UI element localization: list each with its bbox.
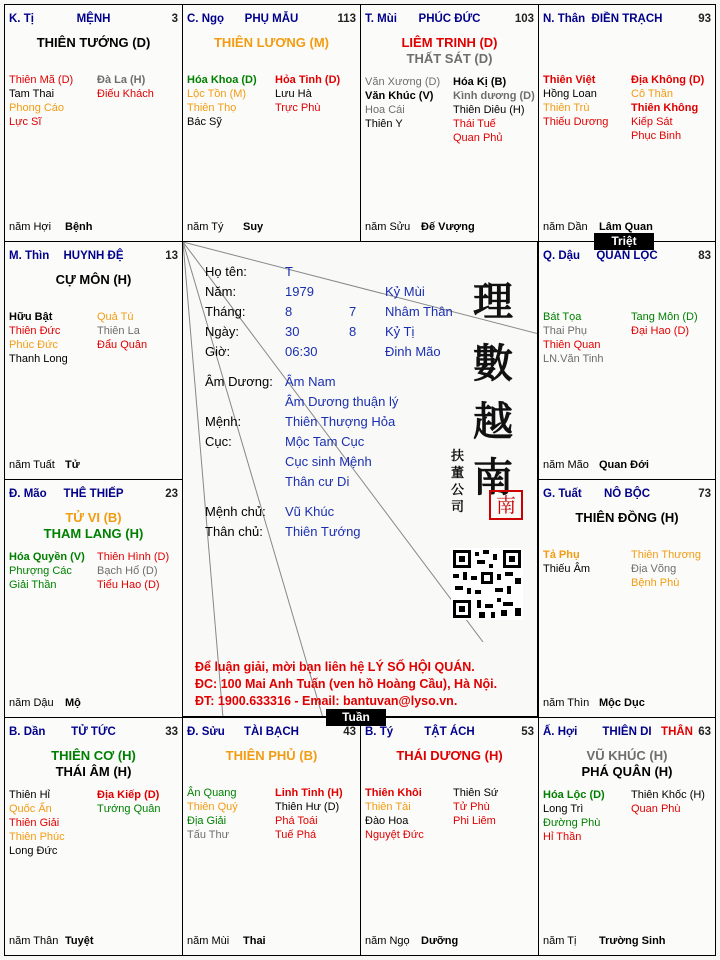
logo-subtitle: 扶 董 公 司 [451, 449, 465, 515]
palace-ti [4, 4, 183, 242]
minor-star: Thiên Trù [543, 102, 590, 114]
red-seal: 南 [489, 490, 523, 520]
palace-phase: Quan Đới [599, 459, 649, 471]
thang-label: Tháng: [205, 304, 246, 319]
minor-star: Thiên Không [631, 102, 699, 114]
major-stars [183, 748, 360, 764]
minor-star: Thiên Hình (D) [97, 551, 170, 563]
minor-star: Tướng Quân [97, 803, 161, 815]
minor-star: Hoa Cái [365, 104, 405, 116]
minor-star: Bác Sỹ [187, 116, 222, 128]
minor-star: Đà La (H) [97, 74, 146, 86]
ho-ten-label: Họ tên: [205, 264, 247, 279]
minor-star: Điếu Khách [97, 88, 154, 100]
palace-year: năm Dậu [9, 697, 54, 709]
palace-phase: Lâm Quan [599, 221, 653, 233]
minor-star: Hóa Kị (B) [453, 76, 507, 88]
minor-stars-right [97, 310, 183, 352]
minor-star: Tuế Phá [275, 829, 317, 841]
minor-star: Hóa Khoa (D) [187, 74, 257, 86]
minor-star: Thiên Việt [543, 74, 596, 86]
ho-ten-value: T [285, 264, 293, 279]
palace-age: 93 [698, 13, 711, 25]
minor-star: Thiên Khốc (H) [631, 789, 705, 801]
minor-star: Địa Giải [187, 815, 227, 827]
minor-stars-right [631, 548, 716, 590]
contact-line-2: ĐC: 100 Mai Anh Tuấn (ven hồ Hoàng Cầu), Hà Nội. [195, 677, 498, 691]
minor-star: Thiên Diêu (H) [453, 104, 525, 116]
minor-star: Lưu Hà [275, 88, 312, 100]
minor-star: Thái Tuế [453, 118, 496, 130]
minor-star: Văn Khúc (V) [365, 90, 434, 102]
palace-tuat [538, 479, 716, 718]
minor-star: Lực Sĩ [9, 116, 42, 128]
palace-name: HUYNH ĐỆ [63, 250, 124, 262]
than-chu-label: Thân chủ: [205, 524, 263, 539]
minor-star: Hỉ Thần [543, 831, 582, 843]
major-star: THIÊN TƯỚNG (D) [36, 35, 151, 50]
minor-star: Thiên Y [365, 118, 403, 130]
major-star: PHÁ QUÂN (H) [581, 764, 673, 779]
minor-star: Phượng Các [9, 565, 72, 577]
major-star: THẤT SÁT (D) [406, 51, 493, 66]
minor-star: Thiên Giải [9, 817, 60, 829]
palace-name: QUAN LỘC [596, 250, 658, 262]
palace-age: 113 [337, 13, 356, 25]
minor-star: Thiên Hư (D) [275, 801, 340, 813]
palace-hoi [538, 717, 716, 956]
minor-star: Hóa Lộc (D) [543, 789, 605, 801]
palace-ty [360, 717, 539, 956]
ngay-lunar: 8 [349, 324, 357, 339]
menh-chu-value: Vũ Khúc [285, 504, 335, 519]
palace-chi: G. Tuất [543, 488, 582, 500]
palace-chi: B. Tý [365, 726, 394, 738]
palace-name: PHÚC ĐỨC [418, 13, 481, 25]
minor-star: Cô Thần [631, 88, 673, 100]
minor-star: Quả Tú [97, 311, 134, 323]
palace-age: 83 [698, 250, 711, 262]
minor-star: Tam Thai [9, 88, 55, 100]
palace-age: 53 [521, 726, 534, 738]
minor-star: Đẩu Quân [97, 339, 148, 351]
palace-chi: K. Tị [9, 13, 34, 25]
palace-year: năm Mão [543, 459, 589, 471]
logo-char-3: 越 [473, 398, 513, 445]
palace-name: TỬ TỨC [71, 726, 116, 738]
major-star: VŨ KHÚC (H) [586, 748, 668, 763]
palace-name: TÀI BẠCH [244, 726, 299, 738]
minor-star: Địa Võng [631, 563, 677, 575]
minor-star: Thiên Quý [187, 801, 238, 813]
minor-star: Địa Kiếp (D) [97, 789, 160, 801]
major-stars [539, 748, 715, 780]
minor-star: Phúc Đức [9, 339, 58, 351]
minor-star: Đường Phù [543, 817, 601, 829]
minor-star: Thiên Thương [631, 549, 702, 561]
thang-value: 8 [285, 304, 293, 319]
palace-year: năm Tuất [9, 459, 55, 471]
minor-star: Quan Phù [631, 803, 681, 815]
major-star: THIÊN ĐỒNG (H) [575, 510, 679, 525]
palace-year: năm Tý [187, 221, 224, 233]
palace-dan [4, 717, 183, 956]
palace-suu [182, 717, 361, 956]
minor-star: Hỏa Tinh (D) [275, 74, 341, 86]
thang-lunar: 7 [349, 304, 357, 319]
palace-phase: Tử [65, 459, 80, 471]
minor-stars-right [275, 73, 361, 115]
major-stars [361, 748, 538, 764]
palace-age: 103 [514, 13, 534, 25]
gio-label: Giờ: [205, 344, 231, 359]
minor-star: Giải Thần [9, 579, 57, 591]
minor-stars-right [97, 550, 183, 592]
cuc-note: Cục sinh Mệnh [285, 454, 372, 469]
palace-phase: Mộc Dục [599, 697, 645, 709]
palace-age: 33 [165, 726, 178, 738]
palace-chi: B. Dần [9, 726, 46, 738]
minor-star: Thanh Long [9, 353, 68, 365]
menh-value: Thiên Thượng Hỏa [285, 414, 396, 429]
minor-star: Hồng Loan [543, 88, 597, 100]
palace-year: năm Tị [543, 935, 577, 947]
major-stars [183, 35, 360, 51]
minor-star: Phá Toái [275, 815, 318, 827]
minor-star: Thiên Đức [9, 325, 61, 337]
minor-stars-right [631, 310, 716, 338]
minor-star: Tấu Thư [187, 829, 230, 841]
than-chu-value: Thiên Tướng [285, 524, 361, 539]
thang-can-chi: Nhâm Thân [385, 304, 453, 319]
minor-star: Quốc Ấn [9, 803, 52, 815]
palace-phase: Bệnh [65, 221, 93, 233]
palace-age: 3 [171, 13, 178, 25]
minor-star: Thiên Phúc [9, 831, 65, 843]
cuc-label: Cục: [205, 434, 232, 449]
palace-chi: T. Mùi [365, 13, 397, 25]
major-star: CỰ MÔN (H) [55, 272, 132, 287]
palace-chi: Q. Dậu [543, 250, 581, 262]
minor-stars-right [631, 73, 716, 143]
minor-star: Thiên Mã (D) [9, 74, 74, 86]
palace-name: MỆNH [76, 13, 111, 25]
palace-year: năm Thân [9, 935, 59, 947]
than-marker: THÂN [661, 726, 693, 738]
palace-phase: Thai [243, 935, 266, 947]
palace-phase: Trường Sinh [599, 935, 666, 947]
palace-phase: Đế Vượng [421, 221, 475, 233]
menh-label: Mệnh: [205, 414, 242, 429]
tuan-tag: Tuần [326, 709, 386, 726]
palace-ngo [182, 4, 361, 242]
minor-star: Phong Cáo [9, 102, 65, 114]
palace-than [538, 4, 716, 242]
minor-star: Quan Phủ [453, 132, 503, 144]
minor-stars-right [275, 786, 361, 842]
palace-mui [360, 4, 539, 242]
palace-dau [538, 241, 716, 480]
minor-stars-right [97, 73, 183, 101]
major-stars [5, 748, 182, 780]
ngay-can-chi: Kỷ Tị [385, 324, 415, 339]
minor-star: Tiểu Hao (D) [97, 579, 160, 591]
minor-star: Tả Phụ [543, 549, 580, 561]
palace-name: PHỤ MẪU [244, 13, 299, 25]
major-star: THIÊN PHỦ (B) [225, 748, 318, 763]
contact-line-3: ĐT: 1900.633316 - Email: bantuvan@lyso.vn. [195, 694, 458, 708]
minor-star: Linh Tinh (H) [275, 787, 343, 799]
minor-star: Thiên Sứ [453, 787, 499, 799]
minor-star: Bạch Hổ (D) [97, 565, 158, 577]
minor-star: Tang Môn (D) [631, 311, 698, 323]
am-duong-note: Âm Dương thuận lý [285, 394, 399, 409]
palace-year: năm Ngọ [365, 935, 410, 947]
major-stars [5, 510, 182, 542]
palace-chi: C. Ngọ [187, 13, 225, 25]
nam-can-chi: Kỷ Mùi [385, 284, 425, 299]
logo-char-2: 數 [473, 340, 513, 387]
minor-star: Thiên Hỉ [9, 789, 50, 801]
minor-star: Kiếp Sát [631, 116, 673, 128]
major-stars [361, 35, 538, 67]
logo-char-4: 南 [473, 454, 513, 501]
minor-star: Thiên Quan [543, 339, 601, 351]
major-stars [5, 272, 182, 288]
minor-star: Trực Phù [275, 102, 321, 114]
minor-star: Thiếu Âm [543, 563, 591, 575]
nam-label: Năm: [205, 284, 237, 299]
palace-name: THÊ THIẾP [63, 488, 124, 500]
logo-char-1: 理 [473, 278, 513, 325]
minor-star: Kình dương (D) [453, 90, 535, 102]
minor-star: Lộc Tồn (M) [187, 88, 247, 100]
minor-star: Ân Quang [187, 787, 237, 799]
am-duong-label: Âm Dương: [205, 374, 273, 389]
major-stars [539, 510, 715, 526]
minor-star: Bệnh Phù [631, 577, 680, 589]
major-star: THÁI DƯƠNG (H) [396, 748, 503, 763]
menh-chu-label: Mệnh chủ: [205, 504, 266, 519]
minor-star: Long Trì [543, 803, 584, 815]
palace-year: năm Dần [543, 221, 588, 233]
palace-thin [4, 241, 183, 480]
major-star: THIÊN LƯƠNG (M) [213, 35, 330, 50]
gio-value: 06:30 [285, 344, 318, 359]
contact-line-1: Để luận giải, mời bạn liên hệ LÝ SỐ HỘI QUÁN. [195, 660, 475, 674]
palace-age: 73 [698, 488, 711, 500]
minor-star: Thiên Thọ [187, 102, 237, 114]
major-star: TỬ VI (B) [65, 510, 122, 525]
minor-star: Địa Không (D) [631, 74, 705, 86]
ngay-label: Ngày: [205, 324, 239, 339]
minor-stars-right [631, 788, 716, 816]
major-star: THIÊN CƠ (H) [51, 748, 136, 763]
ngay-value: 30 [285, 324, 300, 339]
minor-star: Đại Hao (D) [631, 325, 690, 337]
minor-stars-right [97, 788, 183, 816]
palace-chi: Ấ. Hợi [543, 726, 578, 738]
palace-year: năm Hợi [9, 221, 52, 233]
palace-age: 43 [343, 726, 356, 738]
minor-star: LN.Văn Tinh [543, 353, 604, 365]
than-cu-note: Thân cư Di [285, 474, 350, 489]
minor-star: Thiếu Dương [543, 116, 609, 128]
am-duong-value: Âm Nam [285, 374, 336, 389]
qr-code [451, 548, 523, 620]
palace-chi: Đ. Sửu [187, 726, 225, 738]
minor-star: Hữu Bật [9, 311, 53, 323]
major-star: THAM LANG (H) [43, 526, 144, 541]
center-info-panel [182, 241, 538, 717]
minor-star: Phục Binh [631, 130, 682, 142]
minor-stars-right [453, 786, 539, 828]
minor-star: Thiên Tài [365, 801, 411, 813]
gio-can-chi: Đinh Mão [385, 344, 441, 359]
palace-year: năm Sửu [365, 221, 411, 233]
minor-star: Văn Xương (D) [365, 76, 441, 88]
minor-star: Thai Phụ [543, 325, 588, 337]
major-star: LIÊM TRINH (D) [401, 35, 498, 50]
palace-year: năm Mùi [187, 935, 230, 947]
palace-name: THIÊN DI [602, 726, 652, 738]
palace-age: 13 [165, 250, 178, 262]
minor-star: Thiên La [97, 325, 140, 337]
palace-phase: Mộ [65, 697, 81, 709]
palace-chi: Đ. Mão [9, 488, 47, 500]
palace-year: năm Thìn [543, 697, 590, 709]
palace-name: TẬT ÁCH [424, 726, 475, 738]
palace-phase: Tuyệt [65, 935, 94, 947]
nam-value: 1979 [285, 284, 314, 299]
minor-star: Tử Phù [453, 801, 490, 813]
major-star: THÁI ÂM (H) [55, 764, 132, 779]
triet-tag: Triệt [594, 233, 654, 250]
palace-chi: N. Thân [543, 13, 586, 25]
cuc-value: Mộc Tam Cục [285, 434, 365, 449]
minor-star: Phi Liêm [453, 815, 496, 827]
minor-star: Bát Tọa [543, 311, 582, 323]
palace-phase: Suy [243, 221, 264, 233]
palace-name: NÔ BỘC [604, 488, 650, 500]
palace-name: ĐIỀN TRẠCH [591, 13, 663, 25]
minor-star: Nguyệt Đức [365, 829, 424, 841]
palace-age: 23 [165, 488, 178, 500]
major-stars [5, 35, 182, 51]
palace-mao [4, 479, 183, 718]
palace-age: 63 [698, 726, 711, 738]
palace-phase: Dưỡng [421, 935, 459, 947]
minor-star: Long Đức [9, 845, 58, 857]
minor-star: Đào Hoa [365, 815, 409, 827]
minor-stars-right [453, 75, 539, 145]
minor-star: Thiên Khôi [365, 787, 422, 799]
palace-chi: M. Thìn [9, 250, 50, 262]
minor-star: Hóa Quyền (V) [9, 551, 85, 563]
